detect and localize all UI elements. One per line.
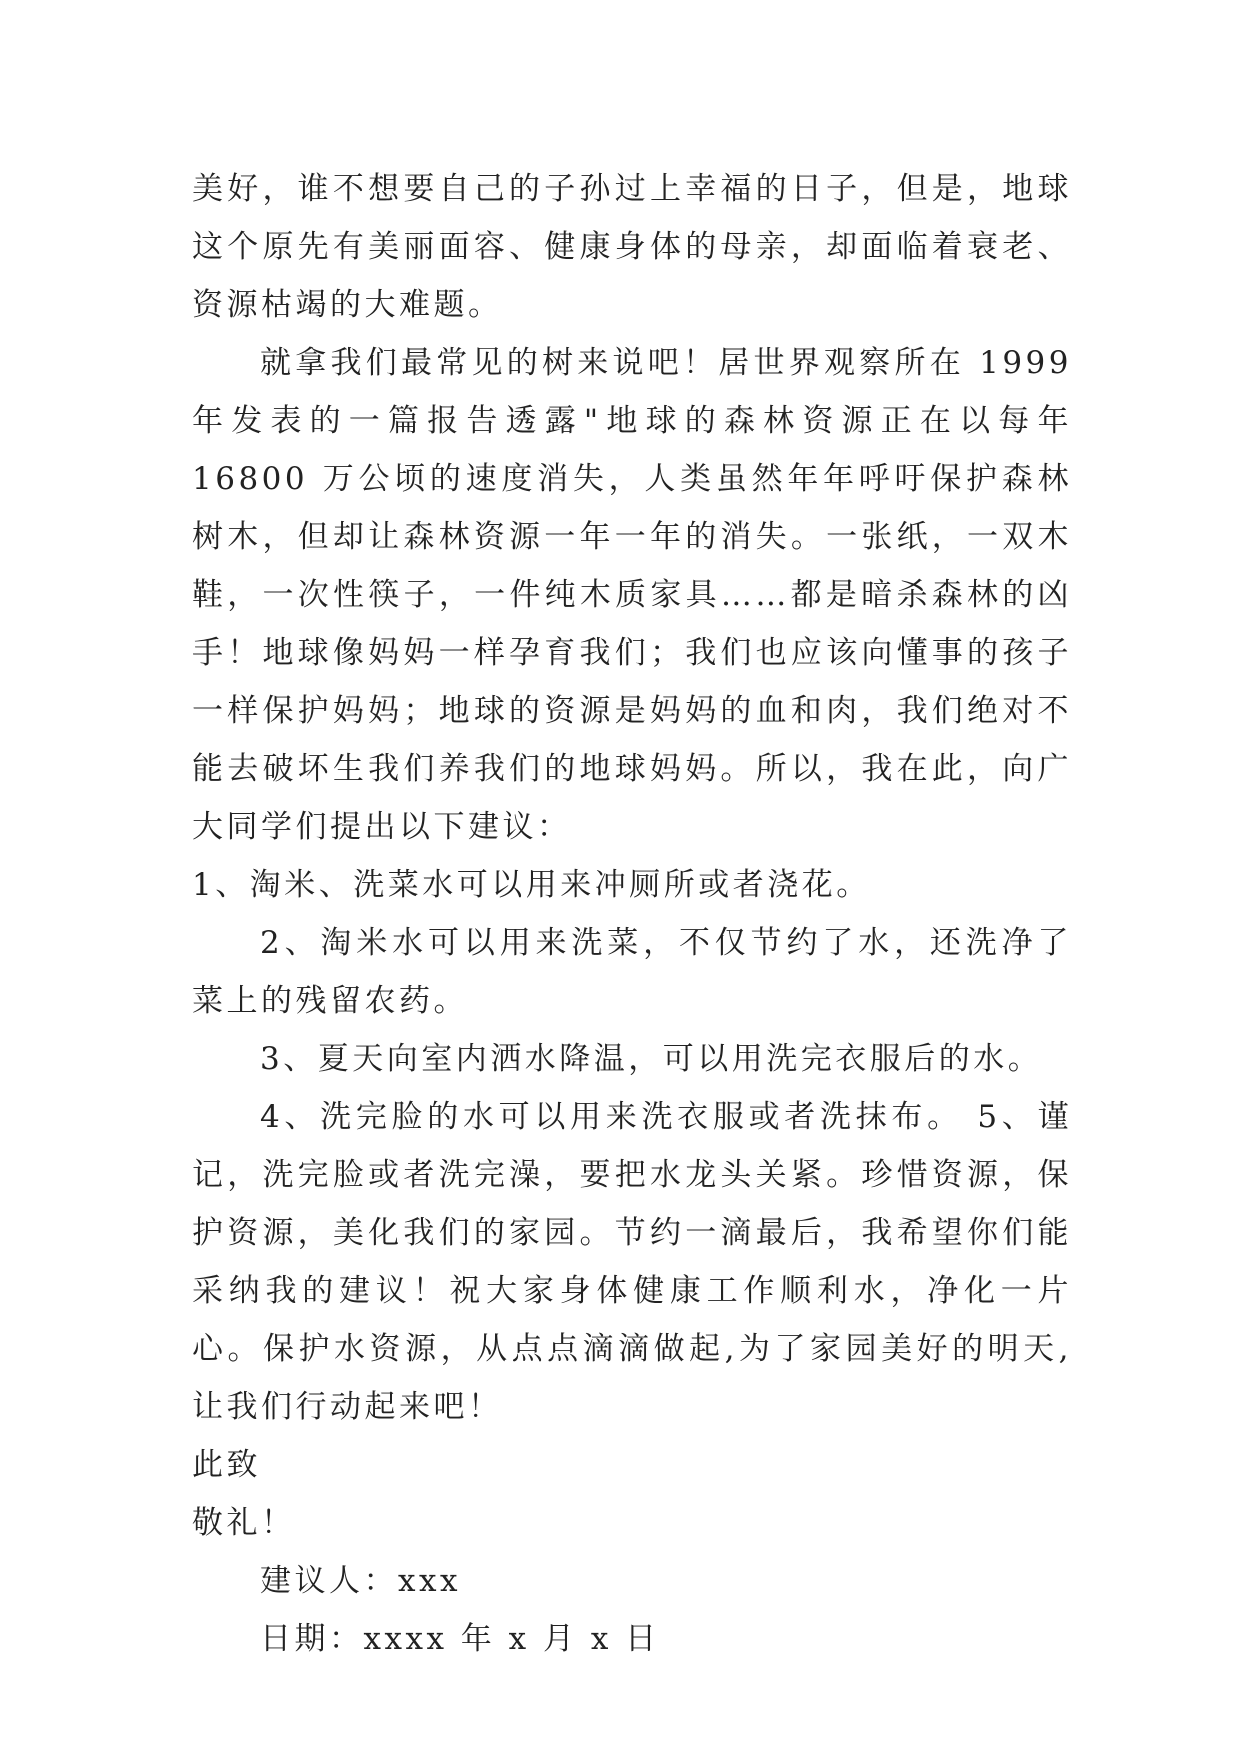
document-body <box>192 160 1072 1668</box>
suggestion-item-4-5: 4、洗完脸的水可以用来洗衣服或者洗抹布。 5、谨记，洗完脸或者洗完澡，要把水龙头关紧。珍惜资源，保护资源，美化我们的家园。节约一滴最后，我希望你们能采纳我的建议！祝大家身体健康工作顺利水，净化一片心。保护水资源，从点点滴滴做起,为了家园美好的明天,让我们行动起来吧！ <box>192 1099 1072 1425</box>
closing-salutation: 此致 <box>192 1447 261 1483</box>
suggestion-item-3: 3、夏天向室内洒水降温，可以用洗完衣服后的水。 <box>260 1041 1043 1077</box>
suggestion-item-1: 1、淘米、洗菜水可以用来冲厕所或者浇花。 <box>192 867 871 903</box>
signature-proposer: 建议人：xxx <box>260 1563 461 1599</box>
closing-regards: 敬礼！ <box>192 1505 296 1541</box>
signature-date: 日期：xxxx 年 x 月 x 日 <box>260 1621 660 1657</box>
suggestion-item-2: 2、淘米水可以用来洗菜，不仅节约了水，还洗净了菜上的残留农药。 <box>192 925 1072 1019</box>
paragraph-forest: 就拿我们最常见的树来说吧！居世界观察所在 1999 年发表的一篇报告透露"地球的森林资源正在以每年 16800 万公顷的速度消失，人类虽然年年呼吁保护森林树木，但却让森林资源一年一年的消失。一张纸，一双木鞋，一次性筷子，一件纯木质家具……都是暗杀森林的凶手！地球像妈妈一样孕育我们；我们也应该向懂事的孩子一样保护妈妈；地球的资源是妈妈的血和肉，我们绝对不能去破坏生我们养我们的地球妈妈。所以，我在此，向广大同学们提出以下建议： <box>192 345 1072 845</box>
paragraph-intro-continuation: 美好，谁不想要自己的子孙过上幸福的日子，但是，地球这个原先有美丽面容、健康身体的母亲，却面临着衰老、资源枯竭的大难题。 <box>192 171 1072 323</box>
